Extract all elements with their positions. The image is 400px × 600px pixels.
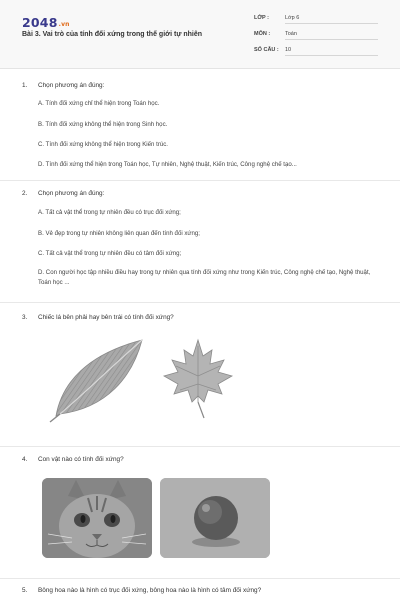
option-1b[interactable]: B. Tính đối xứng không thể hiện trong Sinh học. bbox=[38, 121, 168, 128]
option-1d[interactable]: D. Tính đối xứng thể hiện trong Toán học, Tự nhiên, Nghệ thuật, Kiến trúc, Công nghệ chế tạo... bbox=[38, 161, 297, 168]
question-text: Chọn phương án đúng: bbox=[38, 190, 105, 197]
maple-leaf-icon[interactable] bbox=[158, 336, 238, 420]
question-text: Chọn phương án đúng: bbox=[38, 82, 105, 89]
grade-value: Lớp 6 bbox=[285, 15, 378, 24]
site-logo[interactable] bbox=[22, 15, 70, 30]
logo-main: 2048 bbox=[22, 15, 58, 30]
divider bbox=[0, 578, 400, 579]
question-number: 2. bbox=[22, 190, 28, 197]
question-4 bbox=[22, 456, 124, 463]
option-2d[interactable]: D. Con người học tập nhiều điều hay trong tự nhiên qua tính đối xứng như trong Kiến trúc, Công nghệ chế tạo, Nghệ thuật, Toán học ... bbox=[38, 269, 371, 286]
option-1c[interactable]: C. Tính đối xứng không thể hiện trong Kiến trúc. bbox=[38, 141, 168, 148]
divider bbox=[0, 302, 400, 303]
question-text: Con vật nào có tính đối xứng? bbox=[38, 456, 124, 463]
question-number: 4. bbox=[22, 456, 28, 463]
option-2b[interactable]: B. Vẻ đẹp trong tự nhiên không liên quan đến tính đối xứng; bbox=[38, 230, 200, 237]
question-text: Bông hoa nào là hình có trục đối xứng, bông hoa nào là hình có tâm đối xứng? bbox=[38, 587, 262, 594]
question-number: 1. bbox=[22, 82, 28, 89]
question-text: Chiếc lá bên phải hay bên trái có tính đối xứng? bbox=[38, 314, 174, 321]
ball-photo[interactable] bbox=[160, 478, 270, 558]
divider bbox=[0, 446, 400, 447]
question-1 bbox=[22, 82, 104, 89]
option-2c[interactable]: C. Tất cả vật thể trong tự nhiên đều có tâm đối xứng; bbox=[38, 250, 182, 257]
option-2a[interactable]: A. Tất cả vật thể trong tự nhiên đều có trục đối xứng; bbox=[38, 209, 181, 216]
question-count-value: 10 bbox=[285, 47, 378, 56]
cat-face-icon bbox=[42, 478, 152, 558]
question-number: 3. bbox=[22, 314, 28, 321]
question-number: 5. bbox=[22, 587, 28, 594]
leaf-icon[interactable] bbox=[48, 334, 148, 424]
question-2 bbox=[22, 190, 104, 197]
logo-tld: .vn bbox=[58, 21, 70, 28]
ball-icon bbox=[160, 478, 270, 558]
cat-photo[interactable] bbox=[42, 478, 152, 558]
lesson-title: Bài 3. Vai trò của tính đối xứng trong thế giới tự nhiên bbox=[22, 31, 203, 38]
question-count-label: SỐ CÂU : bbox=[254, 47, 279, 53]
subject-label: MÔN : bbox=[254, 31, 271, 37]
question-3 bbox=[22, 314, 174, 321]
question-5 bbox=[22, 587, 261, 594]
subject-value: Toán bbox=[285, 31, 378, 40]
worksheet-header bbox=[0, 0, 400, 69]
option-1a[interactable]: A. Tính đối xứng chỉ thể hiện trong Toán học. bbox=[38, 100, 160, 107]
divider bbox=[0, 180, 400, 181]
grade-label: LỚP : bbox=[254, 15, 269, 21]
